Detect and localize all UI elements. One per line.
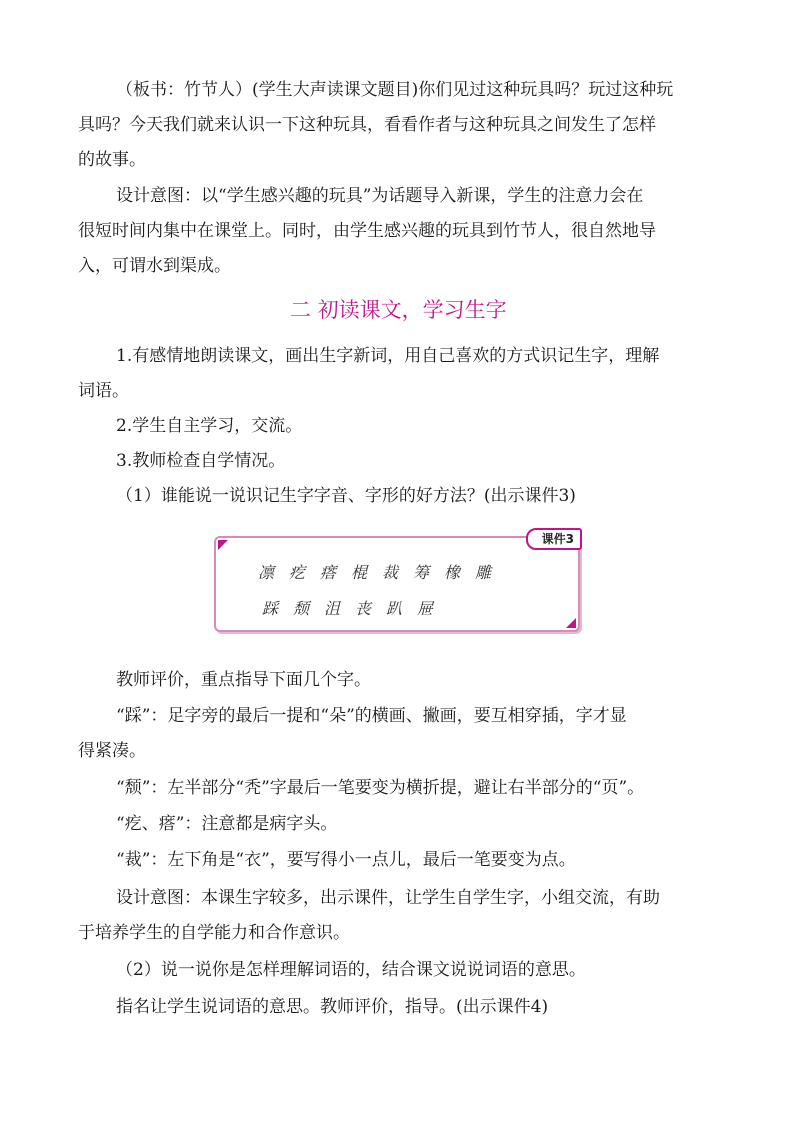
characters-row: 凛疙瘩棍裁筹橡雕 xyxy=(258,563,507,582)
body-line: 教师评价，重点指导下面几个字。 xyxy=(116,670,371,690)
design-intent-line: 设计意图：以“学生感兴趣的玩具”为话题导入新课，学生的注意力会在 xyxy=(116,186,644,206)
step-line: 2.学生自主学习，交流。 xyxy=(116,416,303,436)
body-line: “疙、瘩”：注意都是病字头。 xyxy=(116,814,338,834)
question-line: （1）谁能说一说识记生字字音、字形的好方法？(出示课件3) xyxy=(116,486,576,506)
paragraph-line: 具吗？今天我们就来认识一下这种玩具，看看作者与这种玩具之间发生了怎样 xyxy=(78,115,656,135)
paragraph-line: （板书：竹节人）(学生大声读课文题目)你们见过这种玩具吗？玩过这种玩 xyxy=(116,80,674,100)
card-corner-decoration xyxy=(218,540,228,550)
step-line: 3.教师检查自学情况。 xyxy=(116,451,286,471)
step-line: 词语。 xyxy=(78,381,129,401)
design-intent-line: 设计意图：本课生字较多，出示课件，让学生自学生字，小组交流，有助 xyxy=(116,888,660,908)
characters-row: 踩颓沮丧趴屉 xyxy=(262,599,449,618)
body-line: 得紧凑。 xyxy=(78,741,146,761)
question-line: （2）说一说你是怎样理解词语的，结合课文说说词语的意思。 xyxy=(116,960,586,980)
design-intent-line: 入，可谓水到渠成。 xyxy=(78,256,231,276)
paragraph-line: 的故事。 xyxy=(78,150,146,170)
courseware-tag: 课件3 xyxy=(526,528,582,550)
body-line: “裁”：左下角是“衣”，要写得小一点儿，最后一笔要变为点。 xyxy=(116,850,576,870)
body-line: “颓”：左半部分“秃”字最后一笔要变为横折提，避让右半部分的“页”。 xyxy=(116,778,645,798)
section-heading-text: 二 初读课文，学习生字 xyxy=(290,298,507,322)
courseware-card xyxy=(214,532,580,632)
step-line: 1.有感情地朗读课文，画出生字新词，用自己喜欢的方式识记生字，理解 xyxy=(116,346,660,366)
card-corner-decoration xyxy=(566,618,576,628)
body-line: “踩”：足字旁的最后一提和“朵”的横画、撇画，要互相穿插，字才显 xyxy=(116,706,627,726)
body-line: 指名让学生说词语的意思。教师评价，指导。(出示课件4) xyxy=(116,997,549,1017)
design-intent-line: 于培养学生的自学能力和合作意识。 xyxy=(78,923,350,943)
design-intent-line: 很短时间内集中在课堂上。同时，由学生感兴趣的玩具到竹节人，很自然地导 xyxy=(78,221,656,241)
